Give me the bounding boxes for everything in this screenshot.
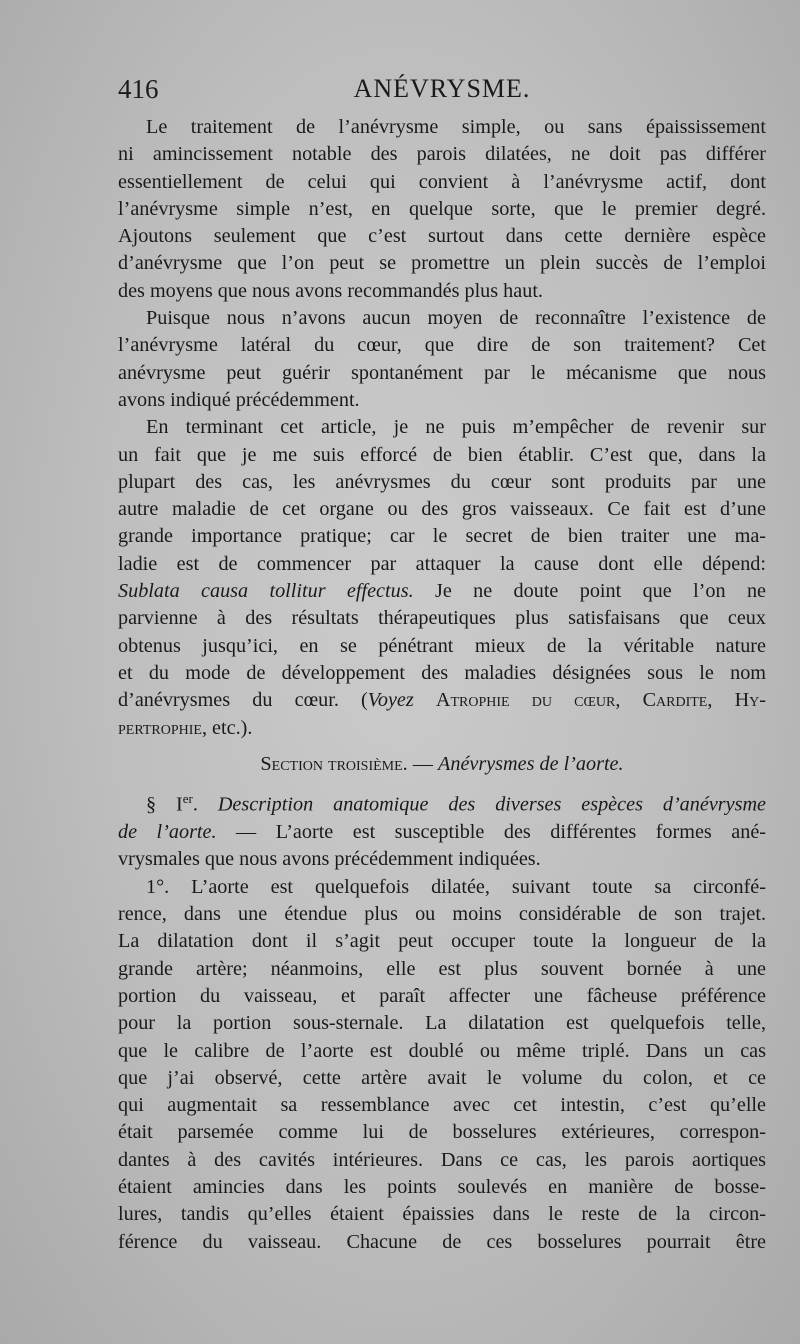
section-heading-line — [118, 751, 766, 778]
text-line — [118, 715, 766, 742]
text-line: vrysmales que nous avons précédemment indiquées. — [118, 848, 541, 871]
text-line: l’anévrysme simple n’est, en quelque sorte, que le premier degré. — [118, 197, 766, 220]
text-line: anévrysme peut guérir spontanément par le mécanisme que nous — [118, 361, 766, 384]
text-line: ladie est de commencer par attaquer la cause dont elle dépend: — [118, 552, 766, 575]
text-line: d’anévrysmes du cœur. (Voyez Atrophie du cœur, Cardite, Hy- — [118, 689, 766, 712]
text-line: et du mode de développement des maladies désignées sous le nom — [118, 661, 766, 684]
section-mark: § I — [146, 793, 183, 816]
text-line: grande importance pratique; car le secret de bien traiter une ma- — [118, 525, 766, 548]
text-line: obtenus jusqu’ici, en se pénétrant mieux de la véritable nature — [118, 634, 766, 657]
text-line: ni amincissement notable des parois dilatées, ne doit pas différer — [118, 143, 766, 166]
running-title: ANÉVRYSME. — [353, 74, 531, 103]
text-line: l’anévrysme latéral du cœur, que dire de son traitement? Cet — [118, 334, 766, 357]
text-line: 1°. L’aorte est quelquefois dilatée, suivant toute sa circonfé- — [146, 875, 766, 898]
subsection-title: Description anatomique des diverses espèces d’anévrysme — [217, 793, 766, 816]
text-fragment: d’anévrysmes du cœur. ( — [118, 689, 368, 712]
text-line: Le traitement de l’anévrysme simple, ou sans épaississement — [146, 116, 766, 138]
text-line: lures, tandis qu’elles étaient épaissies dans le reste de la circon- — [118, 1203, 766, 1226]
paragraph-3 — [118, 414, 766, 742]
paragraph-1 — [118, 114, 766, 305]
text-line: rence, dans une étendue plus ou moins considérable de son trajet. — [118, 903, 766, 926]
text-line: En terminant cet article, je ne puis m’empêcher de revenir sur — [146, 416, 766, 439]
section-label: Section troisième. — [260, 752, 408, 775]
section-dash: — — [407, 752, 439, 775]
text-fragment: , etc.). — [201, 716, 253, 739]
body-text — [118, 114, 766, 1256]
text-line: des moyens que nous avons recommandés plus haut. — [118, 279, 543, 302]
text-line: étaient amincies dans les points soulevés en manière de bosse- — [118, 1176, 766, 1199]
text-line: était parsemée comme lui de bosselures extérieures, correspon- — [118, 1121, 766, 1144]
subsection-paragraph — [118, 785, 766, 874]
page-number: 416 — [118, 74, 159, 104]
text-line — [118, 819, 766, 846]
cross-reference: Atrophie du cœur — [435, 689, 616, 712]
text-line: § Ier. Description anatomique des diverses espèces d’anévrysme — [146, 791, 766, 816]
text-line: portion du vaisseau, et paraît affecter une fâcheuse préférence — [118, 984, 766, 1007]
text-fragment: Je ne doute point que l’on ne — [413, 580, 766, 603]
voyez-label: Voyez — [367, 689, 414, 712]
page-header — [118, 74, 766, 110]
section-title: Anévrysmes de l’aorte. — [438, 752, 624, 775]
paragraph-4 — [118, 874, 766, 1256]
text-line: d’anévrysme que l’on peut se promettre un plein succès de l’emploi — [118, 252, 766, 275]
text-line: que j’ai observé, cette artère avait le volume du colon, et ce — [118, 1066, 766, 1089]
cross-reference: pertrophie — [118, 716, 202, 739]
section-heading — [118, 751, 766, 778]
text-line: un fait que je me suis efforcé de bien établir. C’est que, dans la — [118, 443, 766, 466]
text-line: férence du vaisseau. Chacune de ces bosselures pourrait être — [118, 1230, 766, 1253]
text-line: essentiellement de celui qui convient à l’anévrysme actif, dont — [118, 170, 766, 193]
text-line: parvienne à des résultats thérapeutiques plus satisfaisans que ceux — [118, 607, 766, 630]
latin-maxim: Sublata causa tollitur effectus. — [118, 580, 414, 603]
text-fragment: — L’aorte est susceptible des différentes formes ané- — [216, 821, 766, 844]
text-line: qui augmentait sa ressemblance avec cet intestin, c’est qu’elle — [118, 1094, 766, 1117]
text-line: La dilatation dont il s’agit peut occuper toute la longueur de la — [118, 930, 766, 953]
text-line: grande artère; néanmoins, elle est plus souvent bornée à une — [118, 957, 766, 980]
cross-reference: Cardite — [642, 689, 708, 712]
paragraph-2 — [118, 305, 766, 414]
text-line: pour la portion sous-sternale. La dilatation est quelquefois telle, — [118, 1012, 766, 1035]
section-mark-sup: er — [182, 791, 193, 807]
subsection-title-end: de l’aorte. — [118, 821, 217, 844]
cross-reference: Hy- — [734, 689, 766, 712]
text-line: Puisque nous n’avons aucun moyen de reconnaître l’existence de — [146, 307, 766, 330]
text-line: que le calibre de l’aorte est doublé ou même triplé. Dans un cas — [118, 1039, 766, 1062]
text-line: plupart des cas, les anévrysmes du cœur sont produits par une — [118, 470, 766, 493]
text-line — [118, 578, 766, 605]
text-line: avons indiqué précédemment. — [118, 388, 360, 411]
text-line: Ajoutons seulement que c’est surtout dans cette dernière espèce — [118, 225, 766, 248]
text-line: autre maladie de cet organe ou des gros vaisseaux. Ce fait est d’une — [118, 498, 766, 521]
text-line: dantes à des cavités intérieures. Dans ce cas, les parois aortiques — [118, 1148, 766, 1171]
